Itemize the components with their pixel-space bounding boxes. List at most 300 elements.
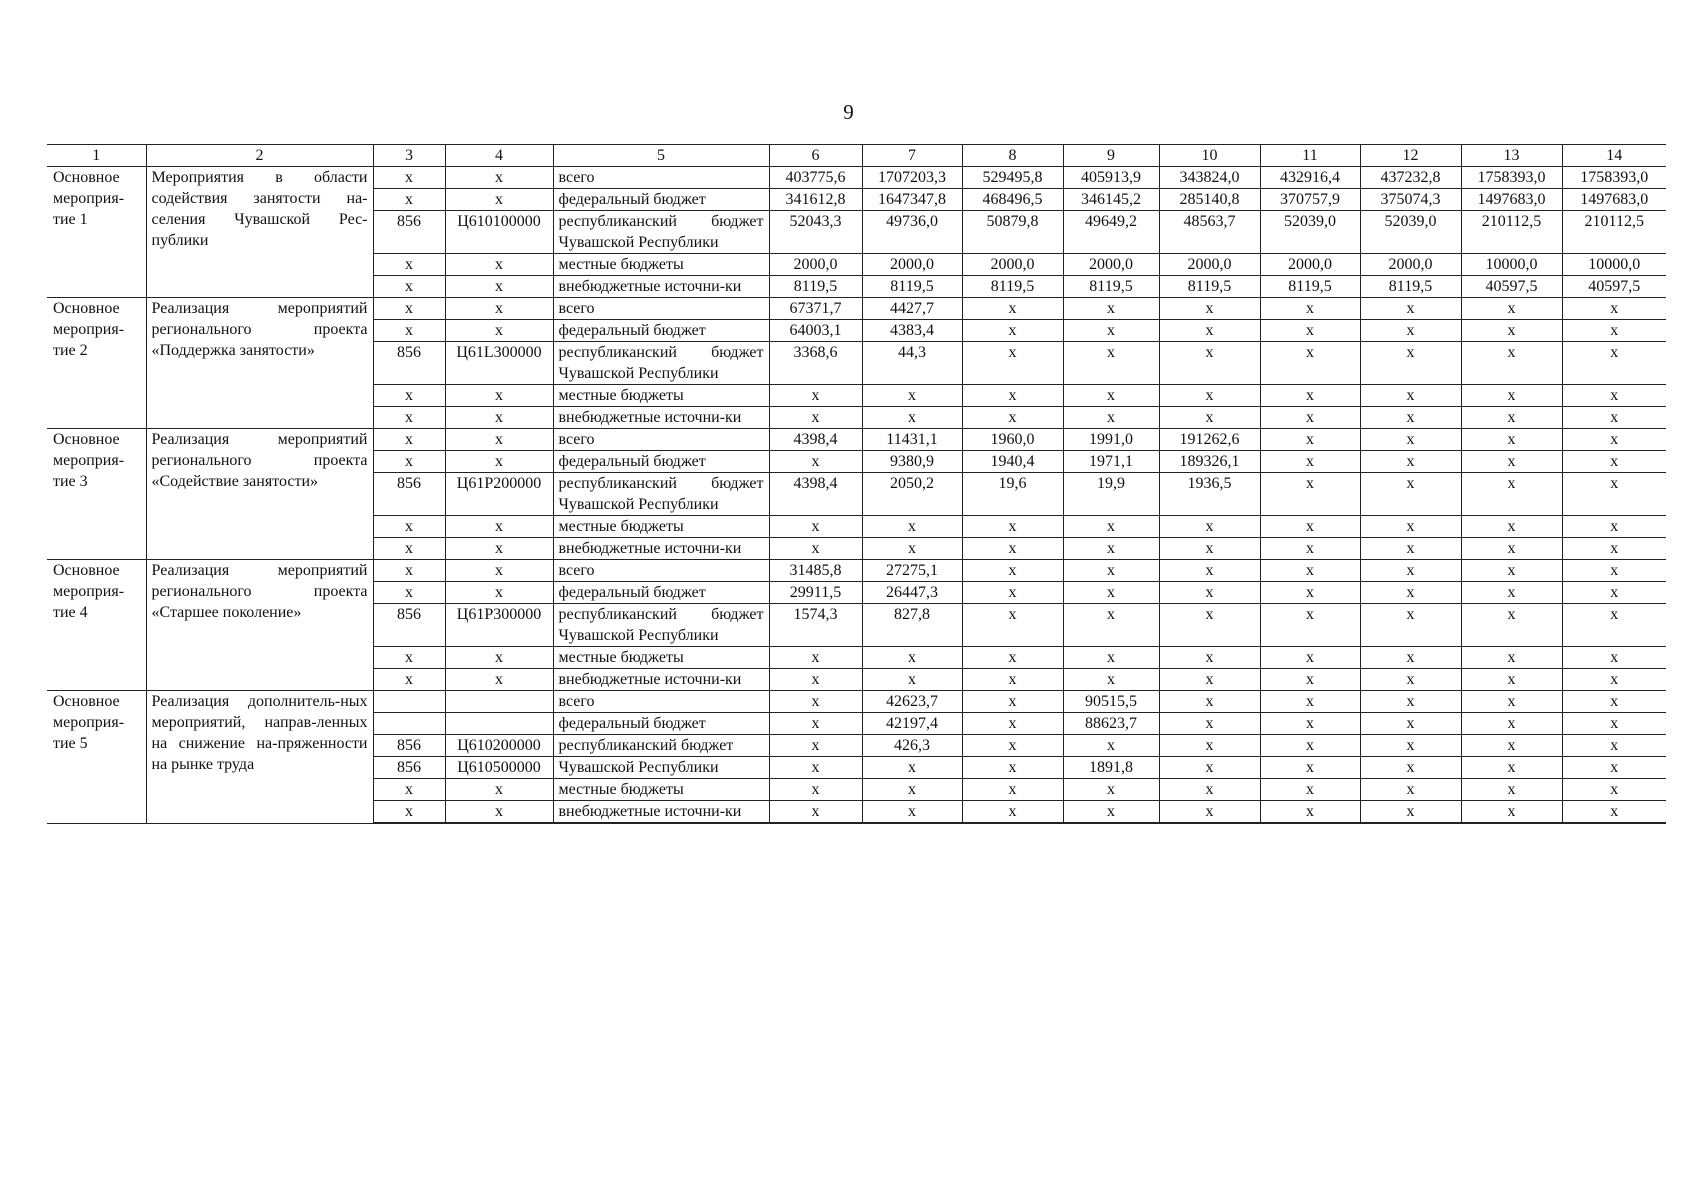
value-cell: х: [1063, 538, 1159, 560]
value-cell: 341612,8: [769, 189, 862, 211]
value-cell: х: [862, 779, 962, 801]
value-cell: х: [962, 342, 1063, 385]
value-cell: х: [1461, 735, 1562, 757]
value-cell: х: [1360, 560, 1461, 582]
funding-source: всего: [553, 298, 769, 320]
executor-code: х: [373, 167, 445, 189]
value-cell: 8119,5: [1260, 276, 1360, 298]
value-cell: х: [1461, 516, 1562, 538]
value-cell: х: [1461, 385, 1562, 407]
value-cell: х: [769, 713, 862, 735]
value-cell: х: [1360, 735, 1461, 757]
value-cell: 375074,3: [1360, 189, 1461, 211]
value-cell: х: [1360, 407, 1461, 429]
budget-code: х: [445, 385, 553, 407]
value-cell: х: [1461, 582, 1562, 604]
header-cell: 2: [146, 145, 373, 167]
budget-code: Ц610500000: [445, 757, 553, 779]
value-cell: х: [1562, 735, 1666, 757]
funding-source: внебюджетные источни-ки: [553, 801, 769, 824]
value-cell: х: [1461, 779, 1562, 801]
value-cell: х: [1562, 779, 1666, 801]
value-cell: х: [1063, 516, 1159, 538]
value-cell: 49736,0: [862, 211, 962, 254]
value-cell: х: [769, 516, 862, 538]
value-cell: х: [1360, 473, 1461, 516]
header-cell: 5: [553, 145, 769, 167]
value-cell: 8119,5: [769, 276, 862, 298]
executor-code: 856: [373, 735, 445, 757]
value-cell: х: [769, 451, 862, 473]
activity-description: Реализация мероприятий регионального проекта «Поддержка занятости»: [146, 298, 373, 429]
activity-name: Основное мероприя-тие 5: [47, 691, 146, 824]
value-cell: х: [1260, 320, 1360, 342]
value-cell: 1991,0: [1063, 429, 1159, 451]
value-cell: 44,3: [862, 342, 962, 385]
value-cell: х: [862, 647, 962, 669]
value-cell: х: [862, 669, 962, 691]
funding-source: внебюджетные источни-ки: [553, 407, 769, 429]
funding-source: местные бюджеты: [553, 385, 769, 407]
header-row: [47, 145, 1666, 167]
value-cell: х: [1063, 669, 1159, 691]
value-cell: х: [769, 801, 862, 824]
value-cell: х: [862, 757, 962, 779]
value-cell: х: [962, 757, 1063, 779]
value-cell: х: [769, 647, 862, 669]
value-cell: 191262,6: [1159, 429, 1260, 451]
value-cell: 10000,0: [1562, 254, 1666, 276]
budget-code: х: [445, 538, 553, 560]
budget-code: Ц610100000: [445, 211, 553, 254]
value-cell: х: [769, 669, 862, 691]
value-cell: х: [769, 735, 862, 757]
value-cell: х: [1461, 429, 1562, 451]
value-cell: х: [1461, 647, 1562, 669]
activity-name: Основное мероприя-тие 2: [47, 298, 146, 429]
value-cell: х: [1260, 407, 1360, 429]
value-cell: х: [1360, 801, 1461, 824]
value-cell: х: [962, 604, 1063, 647]
value-cell: х: [1360, 779, 1461, 801]
value-cell: 343824,0: [1159, 167, 1260, 189]
funding-source: федеральный бюджет: [553, 713, 769, 735]
value-cell: 40597,5: [1461, 276, 1562, 298]
value-cell: 1936,5: [1159, 473, 1260, 516]
value-cell: х: [1260, 560, 1360, 582]
value-cell: х: [962, 801, 1063, 824]
value-cell: 1971,1: [1063, 451, 1159, 473]
value-cell: х: [1461, 473, 1562, 516]
funding-source: местные бюджеты: [553, 647, 769, 669]
funding-source: Чувашской Республики: [553, 757, 769, 779]
value-cell: 2000,0: [962, 254, 1063, 276]
value-cell: х: [1159, 779, 1260, 801]
funding-source: всего: [553, 167, 769, 189]
value-cell: х: [1461, 801, 1562, 824]
table-row: [47, 167, 1666, 189]
value-cell: х: [1562, 473, 1666, 516]
value-cell: 1891,8: [1063, 757, 1159, 779]
funding-source: всего: [553, 560, 769, 582]
value-cell: х: [769, 691, 862, 713]
budget-code: х: [445, 276, 553, 298]
value-cell: х: [1159, 691, 1260, 713]
funding-source: всего: [553, 429, 769, 451]
value-cell: х: [1260, 582, 1360, 604]
value-cell: х: [1461, 757, 1562, 779]
value-cell: х: [1159, 538, 1260, 560]
executor-code: х: [373, 276, 445, 298]
value-cell: 1960,0: [962, 429, 1063, 451]
value-cell: х: [1159, 647, 1260, 669]
value-cell: х: [1159, 582, 1260, 604]
value-cell: 1940,4: [962, 451, 1063, 473]
value-cell: х: [1360, 320, 1461, 342]
executor-code: х: [373, 298, 445, 320]
value-cell: х: [1360, 385, 1461, 407]
value-cell: х: [1260, 538, 1360, 560]
executor-code: х: [373, 582, 445, 604]
value-cell: х: [1159, 407, 1260, 429]
funding-source: всего: [553, 691, 769, 713]
header-cell: 4: [445, 145, 553, 167]
value-cell: х: [1562, 451, 1666, 473]
value-cell: х: [862, 516, 962, 538]
value-cell: х: [1159, 801, 1260, 824]
value-cell: 52039,0: [1260, 211, 1360, 254]
value-cell: 432916,4: [1260, 167, 1360, 189]
value-cell: х: [962, 647, 1063, 669]
value-cell: х: [1159, 604, 1260, 647]
value-cell: х: [1159, 757, 1260, 779]
budget-code: х: [445, 516, 553, 538]
budget-code: х: [445, 451, 553, 473]
executor-code: х: [373, 516, 445, 538]
table-row: [47, 429, 1666, 451]
funding-source: федеральный бюджет: [553, 320, 769, 342]
value-cell: х: [1360, 451, 1461, 473]
value-cell: х: [962, 669, 1063, 691]
value-cell: х: [1461, 713, 1562, 735]
budget-code: х: [445, 669, 553, 691]
value-cell: 4427,7: [862, 298, 962, 320]
executor-code: [373, 691, 445, 713]
budget-code: х: [445, 407, 553, 429]
value-cell: 19,9: [1063, 473, 1159, 516]
activity-name: Основное мероприя-тие 4: [47, 560, 146, 691]
value-cell: 827,8: [862, 604, 962, 647]
executor-code: х: [373, 385, 445, 407]
value-cell: х: [1260, 516, 1360, 538]
value-cell: 8119,5: [1360, 276, 1461, 298]
value-cell: 3368,6: [769, 342, 862, 385]
executor-code: х: [373, 429, 445, 451]
activity-description: Реализация дополнитель-ных мероприятий, направ-ленных на снижение на-пряженности на рынке труда: [146, 691, 373, 824]
funding-source: республиканский бюджет: [553, 735, 769, 757]
value-cell: х: [1360, 669, 1461, 691]
value-cell: х: [1562, 647, 1666, 669]
value-cell: х: [1260, 298, 1360, 320]
funding-source: федеральный бюджет: [553, 451, 769, 473]
value-cell: х: [1063, 385, 1159, 407]
value-cell: х: [1562, 320, 1666, 342]
value-cell: х: [1159, 320, 1260, 342]
value-cell: 26447,3: [862, 582, 962, 604]
executor-code: х: [373, 560, 445, 582]
activity-description: Мероприятия в области содействия занятости на-селения Чувашской Рес-публики: [146, 167, 373, 298]
value-cell: х: [1562, 669, 1666, 691]
value-cell: х: [1461, 604, 1562, 647]
executor-code: х: [373, 320, 445, 342]
value-cell: 31485,8: [769, 560, 862, 582]
value-cell: х: [1260, 713, 1360, 735]
value-cell: х: [1461, 538, 1562, 560]
value-cell: х: [1260, 473, 1360, 516]
value-cell: х: [1063, 560, 1159, 582]
value-cell: х: [962, 735, 1063, 757]
executor-code: 856: [373, 757, 445, 779]
value-cell: х: [862, 407, 962, 429]
value-cell: х: [1159, 713, 1260, 735]
value-cell: х: [1360, 604, 1461, 647]
value-cell: х: [1461, 560, 1562, 582]
value-cell: 40597,5: [1562, 276, 1666, 298]
funding-source: федеральный бюджет: [553, 189, 769, 211]
value-cell: х: [1260, 779, 1360, 801]
activity-description: Реализация мероприятий регионального проекта «Содействие занятости»: [146, 429, 373, 560]
executor-code: 856: [373, 604, 445, 647]
value-cell: 2000,0: [1260, 254, 1360, 276]
value-cell: 88623,7: [1063, 713, 1159, 735]
value-cell: 405913,9: [1063, 167, 1159, 189]
value-cell: х: [1260, 451, 1360, 473]
value-cell: х: [1360, 538, 1461, 560]
value-cell: х: [862, 801, 962, 824]
header-cell: 8: [962, 145, 1063, 167]
header-cell: 12: [1360, 145, 1461, 167]
executor-code: х: [373, 647, 445, 669]
value-cell: 4398,4: [769, 429, 862, 451]
table-row: [47, 560, 1666, 582]
value-cell: х: [1159, 516, 1260, 538]
value-cell: 1574,3: [769, 604, 862, 647]
budget-code: х: [445, 254, 553, 276]
value-cell: 64003,1: [769, 320, 862, 342]
funding-source: республиканский бюджет Чувашской Республики: [553, 604, 769, 647]
value-cell: х: [1461, 451, 1562, 473]
funding-source: внебюджетные источни-ки: [553, 538, 769, 560]
funding-source: республиканский бюджет Чувашской Республики: [553, 342, 769, 385]
value-cell: х: [1063, 647, 1159, 669]
value-cell: х: [1562, 801, 1666, 824]
executor-code: х: [373, 407, 445, 429]
value-cell: х: [1562, 691, 1666, 713]
value-cell: 346145,2: [1063, 189, 1159, 211]
value-cell: х: [1360, 298, 1461, 320]
value-cell: 19,6: [962, 473, 1063, 516]
value-cell: 529495,8: [962, 167, 1063, 189]
budget-code: х: [445, 298, 553, 320]
executor-code: х: [373, 451, 445, 473]
value-cell: х: [769, 385, 862, 407]
value-cell: х: [1260, 669, 1360, 691]
value-cell: х: [1260, 691, 1360, 713]
header-cell: 9: [1063, 145, 1159, 167]
value-cell: х: [1461, 691, 1562, 713]
value-cell: 1758393,0: [1461, 167, 1562, 189]
executor-code: х: [373, 779, 445, 801]
value-cell: 2000,0: [862, 254, 962, 276]
budget-code: х: [445, 779, 553, 801]
value-cell: х: [962, 407, 1063, 429]
value-cell: х: [1360, 429, 1461, 451]
funding-source: внебюджетные источни-ки: [553, 276, 769, 298]
header-cell: 7: [862, 145, 962, 167]
value-cell: 67371,7: [769, 298, 862, 320]
value-cell: х: [1260, 735, 1360, 757]
value-cell: х: [1159, 342, 1260, 385]
funding-source: местные бюджеты: [553, 254, 769, 276]
value-cell: х: [1159, 385, 1260, 407]
value-cell: 2050,2: [862, 473, 962, 516]
value-cell: 2000,0: [1063, 254, 1159, 276]
value-cell: 1758393,0: [1562, 167, 1666, 189]
header-cell: 13: [1461, 145, 1562, 167]
executor-code: х: [373, 189, 445, 211]
table-body: [47, 145, 1666, 824]
budget-code: х: [445, 320, 553, 342]
executor-code: х: [373, 254, 445, 276]
budget-code: х: [445, 647, 553, 669]
value-cell: х: [1562, 342, 1666, 385]
budget-code: [445, 691, 553, 713]
value-cell: х: [1260, 757, 1360, 779]
funding-source: республиканский бюджет Чувашской Республики: [553, 211, 769, 254]
value-cell: х: [1461, 320, 1562, 342]
value-cell: 9380,9: [862, 451, 962, 473]
value-cell: х: [1063, 320, 1159, 342]
budget-code: х: [445, 167, 553, 189]
value-cell: х: [1562, 560, 1666, 582]
executor-code: х: [373, 669, 445, 691]
value-cell: х: [769, 757, 862, 779]
value-cell: х: [1562, 385, 1666, 407]
value-cell: х: [1562, 516, 1666, 538]
value-cell: х: [1360, 757, 1461, 779]
value-cell: 426,3: [862, 735, 962, 757]
value-cell: 29911,5: [769, 582, 862, 604]
value-cell: 8119,5: [1063, 276, 1159, 298]
value-cell: х: [1063, 298, 1159, 320]
value-cell: х: [1562, 538, 1666, 560]
funding-source: республиканский бюджет Чувашской Республики: [553, 473, 769, 516]
page-number: 9: [843, 100, 854, 124]
value-cell: 48563,7: [1159, 211, 1260, 254]
value-cell: 1497683,0: [1461, 189, 1562, 211]
value-cell: 2000,0: [1360, 254, 1461, 276]
value-cell: х: [1562, 298, 1666, 320]
header-cell: 10: [1159, 145, 1260, 167]
header-cell: 6: [769, 145, 862, 167]
value-cell: 2000,0: [769, 254, 862, 276]
value-cell: х: [1360, 342, 1461, 385]
value-cell: х: [769, 407, 862, 429]
value-cell: х: [1260, 801, 1360, 824]
value-cell: 8119,5: [962, 276, 1063, 298]
value-cell: х: [962, 516, 1063, 538]
value-cell: 27275,1: [862, 560, 962, 582]
value-cell: х: [1562, 757, 1666, 779]
activity-name: Основное мероприя-тие 1: [47, 167, 146, 298]
value-cell: х: [1562, 713, 1666, 735]
value-cell: х: [1360, 582, 1461, 604]
value-cell: 2000,0: [1159, 254, 1260, 276]
value-cell: х: [1562, 582, 1666, 604]
header-cell: 11: [1260, 145, 1360, 167]
budget-code: х: [445, 560, 553, 582]
value-cell: 10000,0: [1461, 254, 1562, 276]
value-cell: 90515,5: [1063, 691, 1159, 713]
value-cell: х: [1461, 669, 1562, 691]
value-cell: х: [1063, 582, 1159, 604]
header-cell: 3: [373, 145, 445, 167]
value-cell: х: [1260, 647, 1360, 669]
activity-description: Реализация мероприятий регионального проекта «Старшее поколение»: [146, 560, 373, 691]
value-cell: х: [1159, 669, 1260, 691]
header-cell: 14: [1562, 145, 1666, 167]
table-row: [47, 298, 1666, 320]
table-row: [47, 691, 1666, 713]
budget-code: Ц61Р300000: [445, 604, 553, 647]
value-cell: 189326,1: [1159, 451, 1260, 473]
value-cell: 11431,1: [862, 429, 962, 451]
value-cell: х: [862, 385, 962, 407]
value-cell: 210112,5: [1461, 211, 1562, 254]
value-cell: 8119,5: [1159, 276, 1260, 298]
value-cell: х: [1063, 801, 1159, 824]
value-cell: х: [1360, 516, 1461, 538]
funding-source: федеральный бюджет: [553, 582, 769, 604]
value-cell: х: [962, 582, 1063, 604]
value-cell: х: [1063, 735, 1159, 757]
value-cell: 1647347,8: [862, 189, 962, 211]
executor-code: [373, 713, 445, 735]
value-cell: х: [1063, 779, 1159, 801]
value-cell: х: [1360, 647, 1461, 669]
value-cell: 49649,2: [1063, 211, 1159, 254]
executor-code: х: [373, 801, 445, 824]
activity-name: Основное мероприя-тие 3: [47, 429, 146, 560]
value-cell: х: [1063, 342, 1159, 385]
value-cell: х: [1260, 604, 1360, 647]
budget-code: [445, 713, 553, 735]
value-cell: 370757,9: [1260, 189, 1360, 211]
value-cell: 210112,5: [1562, 211, 1666, 254]
value-cell: 1707203,3: [862, 167, 962, 189]
executor-code: х: [373, 538, 445, 560]
budget-code: х: [445, 801, 553, 824]
value-cell: х: [1260, 342, 1360, 385]
value-cell: 468496,5: [962, 189, 1063, 211]
value-cell: х: [962, 713, 1063, 735]
funding-source: местные бюджеты: [553, 779, 769, 801]
value-cell: х: [1159, 735, 1260, 757]
value-cell: х: [1063, 604, 1159, 647]
executor-code: 856: [373, 211, 445, 254]
funding-source: местные бюджеты: [553, 516, 769, 538]
value-cell: х: [1159, 560, 1260, 582]
